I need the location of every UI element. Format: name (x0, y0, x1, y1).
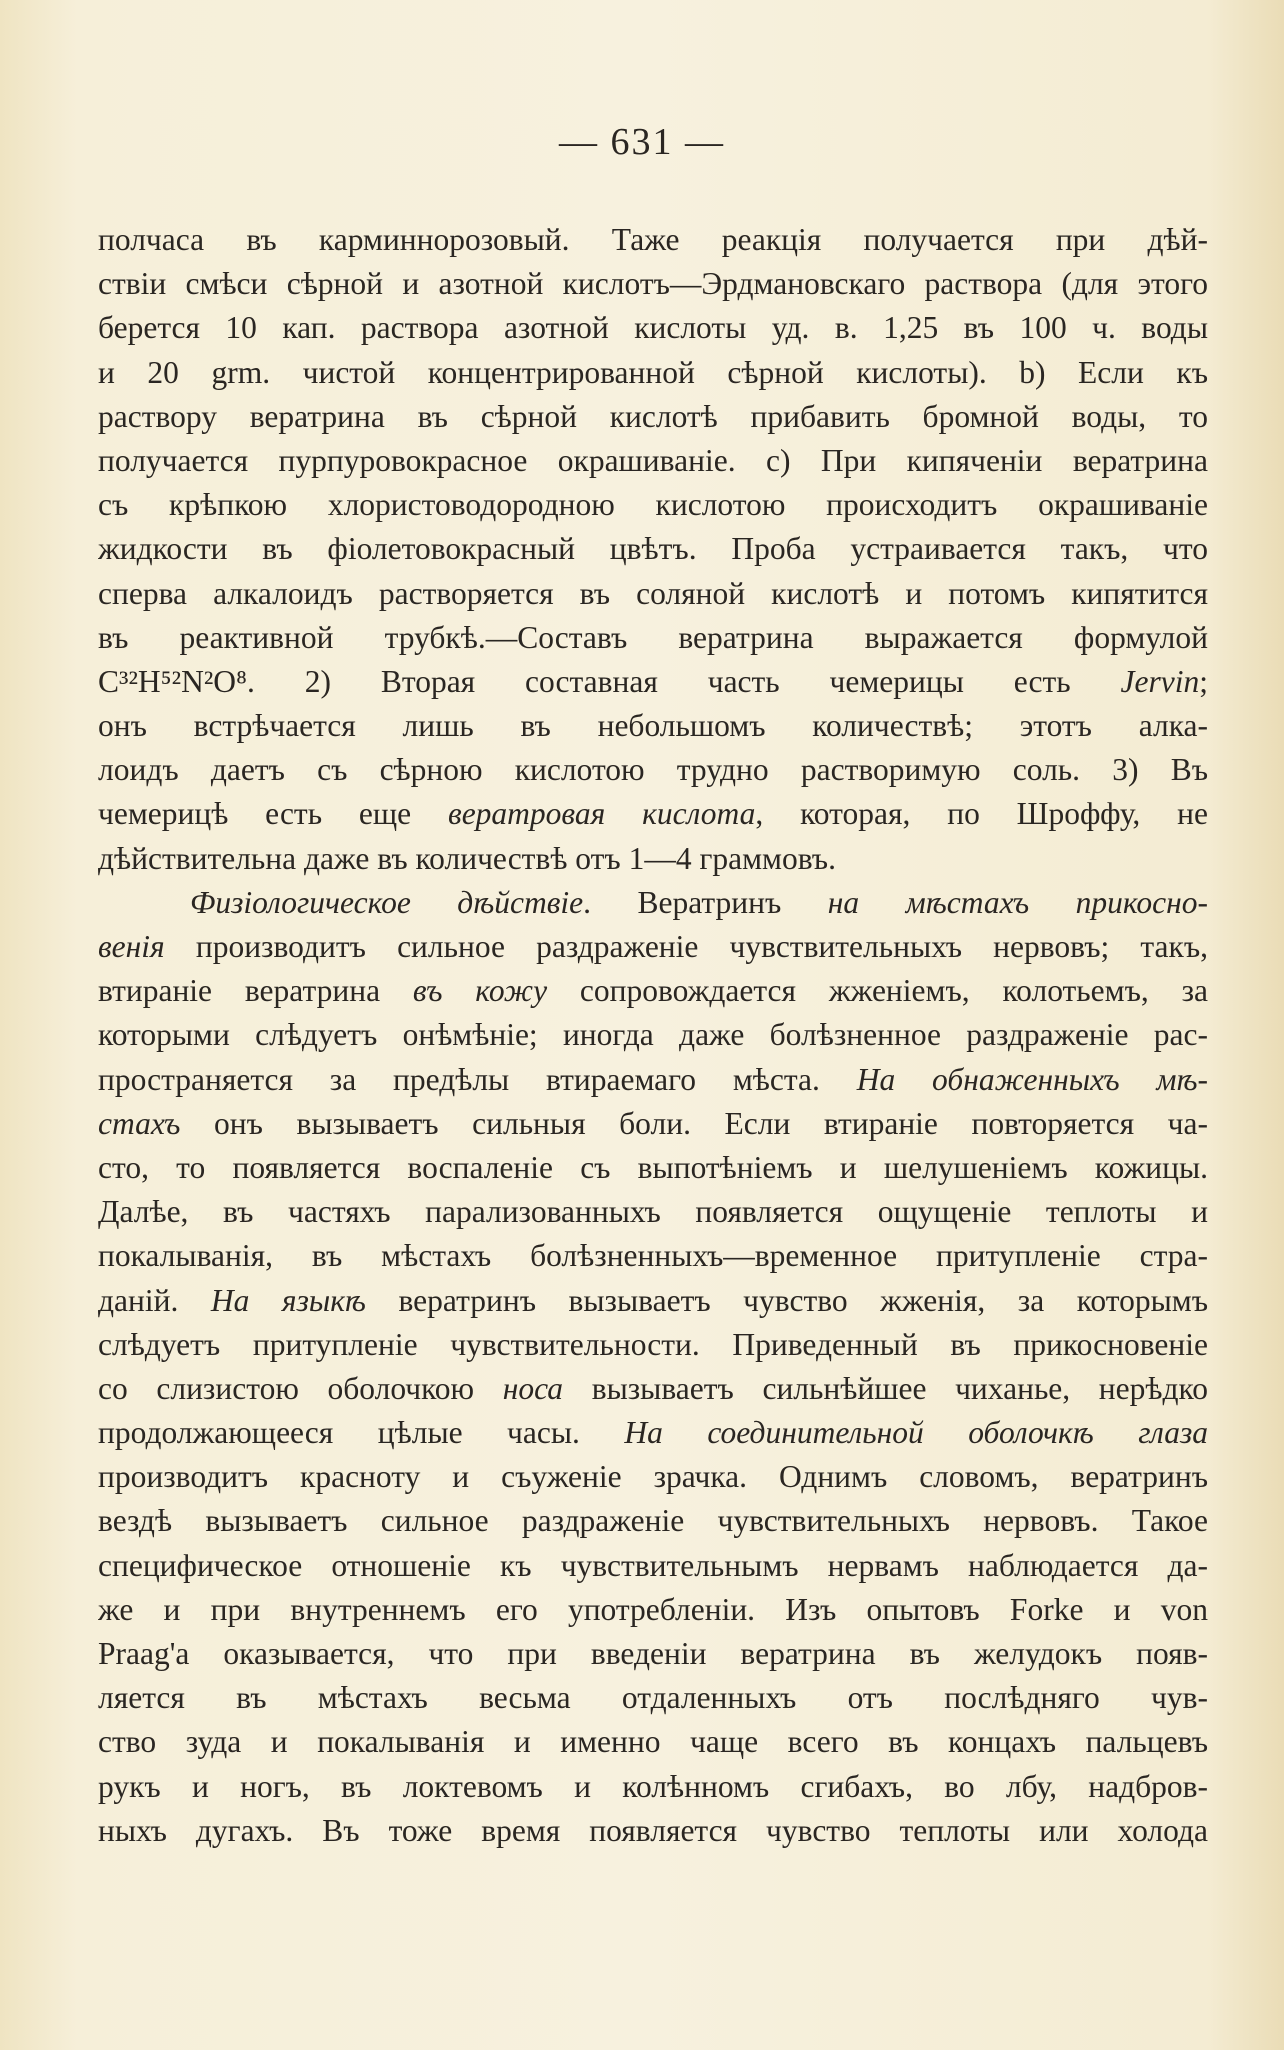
text-run: полчаса въ карминнорозовый. Таже реакція получается при дѣй- (98, 222, 1208, 257)
text-line (98, 572, 1208, 616)
text-line (98, 969, 1208, 1013)
text-run: ; (1199, 663, 1208, 699)
text-run: ство зуда и покалыванія и именно чаще всего въ концахъ пальцевъ (98, 1724, 1208, 1760)
italic-text: Физіологическое дѣйствіе (190, 884, 584, 920)
text-line (98, 1455, 1208, 1499)
text-line (98, 395, 1208, 439)
text-run: жидкости въ фіолетовокрасный цвѣтъ. Проба устраивается такъ, что (98, 531, 1208, 567)
page-number: — 631 — (559, 121, 725, 163)
text-line (98, 1809, 1208, 1853)
text-line (98, 1323, 1208, 1367)
text-run: , которая, по Шроффу, не (755, 796, 1208, 832)
text-run: берется 10 кап. раствора азотной кислоты уд. в. 1,25 въ 100 ч. воды (98, 310, 1208, 346)
text-line (98, 1499, 1208, 1543)
text-run: со слизистою оболочкою (98, 1370, 503, 1406)
text-run: ныхъ дугахъ. Въ тоже время появляется чувство теплоты или холода (98, 1812, 1208, 1848)
text-run: слѣдуетъ притупленіе чувствительности. Приведенный въ прикосновеніе (98, 1326, 1208, 1362)
text-line (98, 306, 1208, 350)
text-line (98, 439, 1208, 483)
text-line (98, 1765, 1208, 1809)
text-run: сопровождается жженіемъ, колотьемъ, за (547, 973, 1208, 1009)
text-line (98, 483, 1208, 527)
text-run: вездѣ вызываетъ сильное раздраженіе чувствительныхъ нервовъ. Такое (98, 1503, 1208, 1539)
text-run: сперва алкалоидъ растворяется въ соляной кислотѣ и потомъ кипятится (98, 575, 1208, 611)
text-run: производитъ красноту и съуженіе зрачка. Однимъ словомъ, вератринъ (98, 1459, 1208, 1495)
text-line (98, 1632, 1208, 1676)
text-run: производитъ сильное раздраженіе чувствительныхъ нервовъ; такъ, (164, 929, 1208, 964)
text-run: чемерицѣ есть еще (98, 796, 449, 832)
text-run: раствору вератрина въ сѣрной кислотѣ прибавить бромной воды, то (98, 398, 1208, 434)
text-run: C³²H⁵²N²O⁸. 2) Вторая составная часть чемерицы есть (98, 663, 1121, 699)
text-run: которыми слѣдуетъ онѣмѣніе; иногда даже болѣзненное раздраженіе рас- (98, 1017, 1208, 1053)
text-run: дѣйствительна даже въ количествѣ отъ 1—4 граммовъ. (98, 840, 836, 876)
text-line (98, 1588, 1208, 1632)
text-run: же и при внутреннемъ его употребленіи. Изъ опытовъ Forke и von (98, 1591, 1208, 1627)
italic-text: стахъ (98, 1105, 181, 1141)
italic-text: въ кожу (412, 973, 548, 1009)
text-run: онъ встрѣчается лишь въ небольшомъ количествѣ; этотъ алка- (98, 708, 1208, 744)
text-run: специфическое отношеніе къ чувствительнымъ нервамъ наблюдается да- (98, 1547, 1208, 1583)
text-line (98, 527, 1208, 571)
text-line (98, 704, 1208, 748)
text-line (98, 1146, 1208, 1190)
text-line (98, 837, 1208, 881)
text-run: пространяется за предѣлы втираемаго мѣста. (98, 1061, 857, 1097)
text-line (98, 1367, 1208, 1411)
text-line (98, 748, 1208, 792)
text-run: вератринъ вызываетъ чувство жженія, за которымъ (365, 1282, 1208, 1318)
text-line (98, 925, 1208, 969)
italic-text: на мѣстахъ прикосно- (827, 884, 1208, 920)
text-run: въ реактивной трубкѣ.—Составъ вератрина выражается формулой (98, 619, 1208, 655)
text-run: получается пурпуровокрасное окрашиваніе. c) При кипяченіи вератрина (98, 442, 1208, 478)
text-line (98, 660, 1208, 704)
text-line (98, 881, 1208, 925)
text-run: Praag'a оказывается, что при введеніи вератрина въ желудокъ появ- (98, 1636, 1208, 1671)
text-line (98, 351, 1208, 395)
text-line (98, 1676, 1208, 1720)
text-run: съ крѣпкою хлористоводородною кислотою происходитъ окрашиваніе (98, 487, 1208, 523)
text-line (98, 1279, 1208, 1323)
text-line (98, 1234, 1208, 1278)
text-line (98, 218, 1208, 262)
text-run: ляется въ мѣстахъ весьма отдаленныхъ отъ послѣдняго чув- (98, 1680, 1208, 1716)
italic-text: На обнаженныхъ мѣ- (856, 1061, 1208, 1097)
italic-text: вератровая кислота (448, 796, 756, 832)
italic-text: венія (98, 929, 165, 964)
text-run: вызываетъ сильнѣйшее чиханье, нерѣдко (563, 1370, 1208, 1406)
text-line (98, 1190, 1208, 1234)
text-line (98, 792, 1208, 836)
body-text (98, 218, 1208, 1853)
text-run: онъ вызываетъ сильныя боли. Если втираніе повторяется ча- (180, 1105, 1208, 1141)
text-run: Далѣе, въ частяхъ парализованныхъ появляется ощущеніе теплоты и (98, 1194, 1208, 1230)
text-run: покалыванія, въ мѣстахъ болѣзненныхъ—временное притупленіе стра- (98, 1238, 1208, 1274)
text-line (98, 1720, 1208, 1764)
text-line (98, 1102, 1208, 1146)
italic-text: Jervin (1120, 663, 1200, 699)
text-line (98, 1544, 1208, 1588)
text-run: сто, то появляется воспаленіе съ выпотѣніемъ и шелушеніемъ кожицы. (98, 1149, 1208, 1185)
text-line (98, 262, 1208, 306)
text-run: . Вератринъ (583, 884, 828, 920)
text-line (98, 616, 1208, 660)
text-line (98, 1411, 1208, 1455)
italic-text: На соединительной оболочкѣ глаза (624, 1415, 1208, 1451)
italic-text: носа (502, 1370, 564, 1406)
text-run: даній. (98, 1282, 211, 1318)
text-run: рукъ и ногъ, въ локтевомъ и колѣнномъ сгибахъ, во лбу, надбров- (98, 1768, 1208, 1804)
text-run: и 20 grm. чистой концентрированной сѣрной кислоты). b) Если къ (98, 354, 1208, 390)
italic-text: На языкѣ (210, 1282, 366, 1318)
text-run: ствіи смѣси сѣрной и азотной кислотъ—Эрдмановскаго раствора (для этого (98, 266, 1208, 302)
text-run: продолжающееся цѣлые часы. (98, 1415, 625, 1451)
text-line (98, 1058, 1208, 1102)
text-run: лоидъ даетъ съ сѣрною кислотою трудно растворимую соль. 3) Въ (98, 752, 1208, 788)
text-line (98, 1013, 1208, 1057)
text-run: втираніе вератрина (98, 973, 413, 1009)
